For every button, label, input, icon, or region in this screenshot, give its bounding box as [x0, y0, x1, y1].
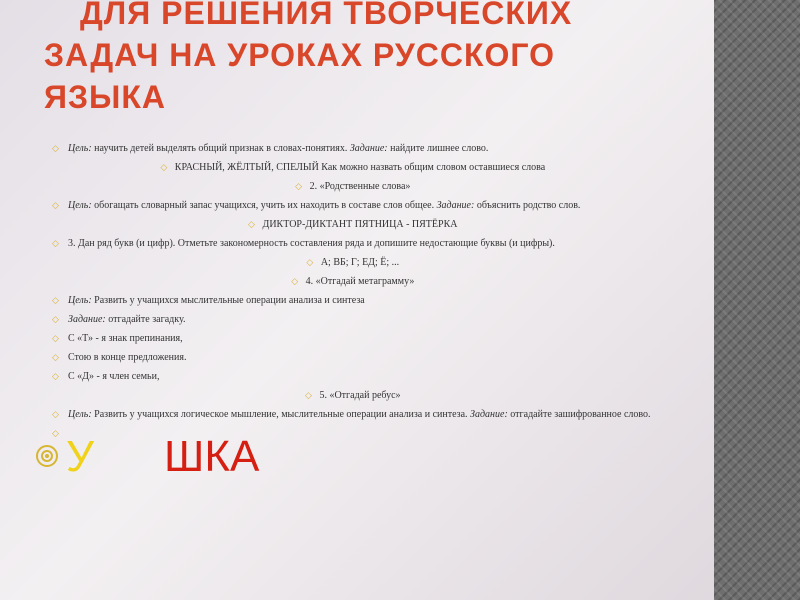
bullet-icon: ◇	[52, 143, 59, 153]
slide-title	[44, 0, 684, 118]
title-line-2: ЗАДАЧ НА УРОКАХ РУССКОГО	[44, 37, 555, 73]
bullet-icon: ◇	[52, 409, 59, 419]
bullet-icon: ◇	[160, 162, 168, 172]
bullet-icon: ◇	[304, 390, 312, 400]
bullet-icon: ◇	[52, 333, 59, 343]
rebus-letter-u: У	[66, 432, 94, 481]
title-line-1: ДЛЯ РЕШЕНИЯ ТВОРЧЕСКИХ	[80, 0, 573, 31]
list-item-riddle-line-2: ◇ Стою в конце предложения.	[52, 352, 187, 363]
content-list	[52, 140, 652, 440]
list-item-goal-4: ◇ Цель: Развить у учащихся мыслительные операции анализа и синтеза	[52, 295, 365, 306]
bullet-icon: ◇	[295, 181, 303, 191]
list-item-assignment-4: ◇ Задание: отгадайте загадку.	[52, 314, 186, 325]
list-item-goal-5: ◇ Цель: Развить у учащихся логическое мышление, мыслительные операции анализа и синтеза. Задание: отгадайте зашифрованное слово.	[52, 409, 651, 420]
bullet-icon: ◇	[52, 238, 59, 248]
bullet-icon: ◇	[52, 314, 59, 324]
list-item-task-4: ◇ 4. «Отгадай метаграмму»	[291, 276, 415, 287]
list-item-goal-1: ◇ Цель: научить детей выделять общий признак в словах-понятиях. Задание: найдите лишнее слово.	[52, 143, 489, 154]
list-item-task-2: ◇ 2. «Родственные слова»	[295, 181, 411, 192]
bullet-icon: ◇	[52, 371, 59, 381]
bullet-icon: ◇	[52, 200, 59, 210]
bullet-icon: ◇	[291, 276, 299, 286]
bullet-icon: ◇	[52, 295, 59, 305]
bullet-icon: ◇	[52, 352, 59, 362]
bullet-icon: ◇	[248, 219, 255, 229]
list-item-goal-2: ◇ Цель: обогащать словарный запас учащихся, учить их находить в составе слов общее. Задание: объяснить родство слов.	[52, 200, 581, 211]
list-item-letters-row: ◇ А; ВБ; Г; ЕД; Ё; ...	[306, 257, 400, 268]
title-line-3: ЯЗЫКА	[44, 79, 167, 115]
list-item-empty	[52, 427, 652, 440]
list-item-words-2: ◇ ДИКТОР-ДИКТАНТ ПЯТНИЦА - ПЯТЁРКА	[248, 219, 458, 230]
decorative-side-band	[714, 0, 800, 600]
target-bullet-icon	[36, 445, 58, 467]
bullet-icon: ◇	[306, 257, 314, 267]
list-item-riddle-line-1: ◇ С «Т» - я знак препинания,	[52, 333, 183, 344]
list-item-task-5: ◇ 5. «Отгадай ребус»	[304, 390, 401, 401]
list-item-words-1: ◇ КРАСНЫЙ, ЖЁЛТЫЙ, СПЕЛЫЙ Как можно назвать общим словом оставшиеся слова	[160, 162, 546, 173]
list-item-task-3: ◇ 3. Дан ряд букв (и цифр). Отметьте закономерность составления ряда и допишите недостающие буквы (и цифры).	[52, 238, 555, 249]
bullet-icon: ◇	[52, 428, 59, 438]
list-item-riddle-line-3: ◇ С «Д» - я член семьи,	[52, 371, 160, 382]
rebus-letters-shka: ШКА	[164, 432, 260, 481]
